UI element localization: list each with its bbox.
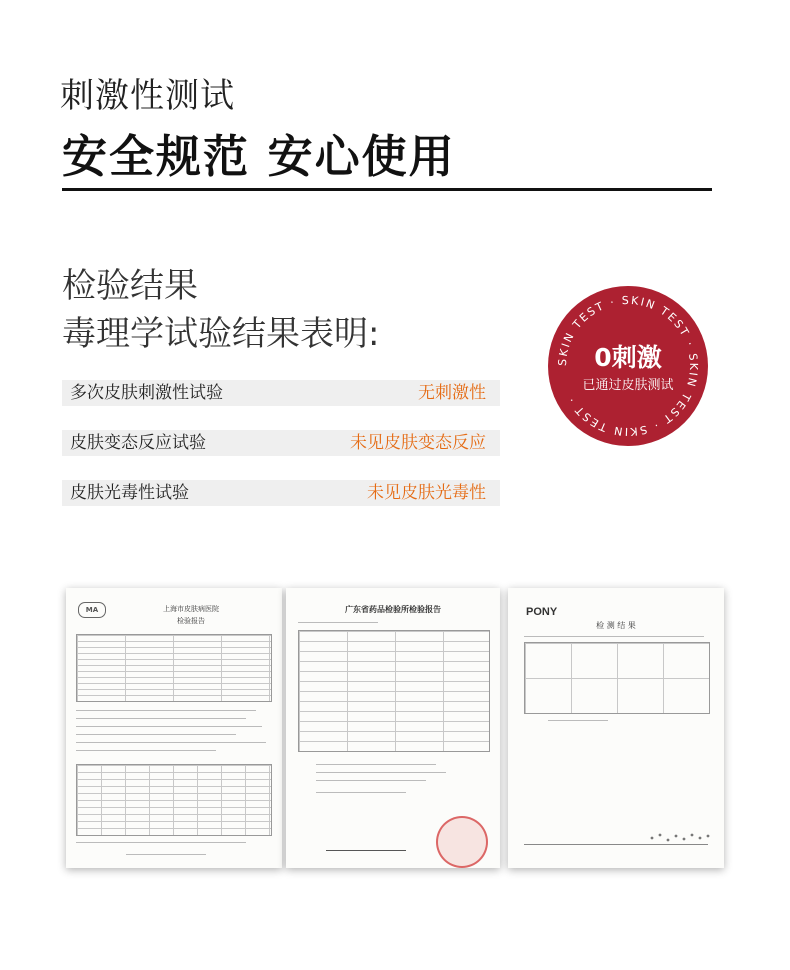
official-stamp: [436, 816, 488, 868]
badge-ring-text: SKIN TEST · SKIN TEST · SKIN TEST · SKIN TEST ·: [555, 293, 701, 439]
test-name: 皮肤光毒性试验: [70, 483, 189, 503]
text-line: [524, 636, 704, 637]
text-line: [126, 854, 206, 855]
test-row: [62, 380, 500, 406]
text-line: [76, 742, 266, 743]
report-subtitle: 检验报告: [177, 617, 205, 625]
report-title: 广东省药品检验所检验报告: [345, 605, 441, 614]
report-table: [76, 634, 272, 702]
results-intro: 毒理学试验结果表明:: [62, 314, 380, 354]
pony-logo: PONY: [526, 606, 558, 618]
text-line: [316, 780, 426, 781]
text-line: [76, 718, 246, 719]
signature-line: [326, 850, 406, 851]
page-headline: 安全规范 安心使用: [62, 130, 456, 183]
report-table: [298, 630, 490, 752]
report-image-2: [286, 588, 500, 868]
test-result: 无刺激性: [418, 383, 486, 403]
test-name: 多次皮肤刺激性试验: [70, 383, 223, 403]
data-table: [76, 764, 272, 836]
results-table: [524, 642, 710, 714]
text-line: [76, 750, 216, 751]
test-result: 未见皮肤变态反应: [350, 433, 486, 453]
report-image-3: [508, 588, 724, 868]
text-line: [76, 842, 246, 843]
report-title: 检 测 结 果: [596, 621, 636, 630]
page-subtitle: 刺激性测试: [60, 76, 235, 116]
report-title: 上海市皮肤病医院: [163, 605, 219, 613]
header-divider: [62, 188, 712, 191]
text-line: [76, 726, 262, 727]
text-line: [548, 720, 608, 721]
badge-main-text: 0刺激: [594, 343, 662, 372]
text-line: [76, 734, 236, 735]
badge-sub-text: 已通过皮肤测试: [582, 378, 674, 393]
test-row: [62, 480, 500, 506]
text-line: [316, 764, 436, 765]
report-image-1: [66, 588, 282, 868]
text-line: [76, 710, 256, 711]
skin-test-badge: [548, 286, 708, 446]
footer-marks: [648, 830, 712, 848]
results-title: 检验结果: [62, 266, 198, 306]
test-result: 未见皮肤光毒性: [367, 483, 486, 503]
text-line: [316, 792, 406, 793]
text-line: [298, 622, 378, 623]
text-line: [316, 772, 446, 773]
test-row: [62, 430, 500, 456]
test-name: 皮肤变态反应试验: [70, 433, 206, 453]
cma-logo: MA: [78, 602, 106, 618]
